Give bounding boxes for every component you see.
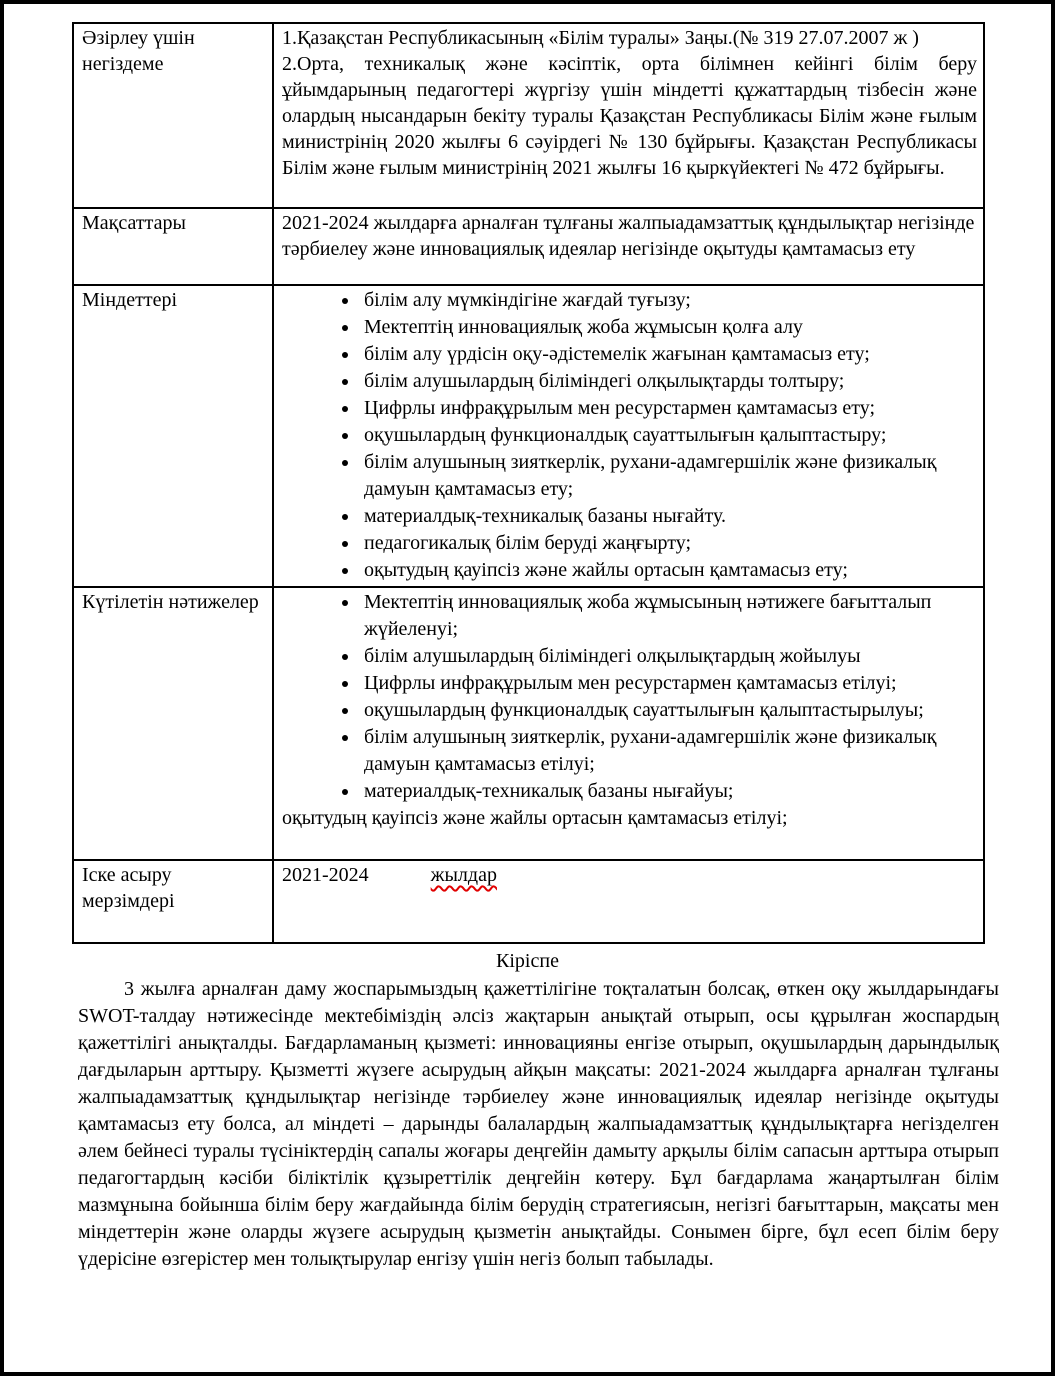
bullet-item: • Цифрлы инфрақұрылым мен ресурстармен қамтамасыз етілуі; <box>360 670 977 697</box>
row-label-text: Күтілетін нәтижелер <box>82 591 259 613</box>
row-content-timeline <box>273 860 984 943</box>
tasks-bullet-list <box>282 287 977 584</box>
basis-item-2: 2.Орта, техникалық және кәсіптік, орта білімнен кейінгі білім беру ұйымдарының педагогтері жүргізу үшін міндетті құжаттардың тізбесін және олардың нысандарын бекіту туралы Қазақстан Республикасы Білім және ғылым министрінің 2020 жылғы 6 сәуірдегі № 130 бұйрығы. Қазақстан Республикасы Білім және ғылым министрінің 2021 жылғы 16 қыркүйектегі № 472 бұйрығы. <box>282 53 977 179</box>
results-bullet-list <box>282 589 977 805</box>
timeline-word-spellcheck: жылдар <box>430 864 497 886</box>
row-label-basis <box>73 23 273 208</box>
row-label-goals <box>73 208 273 285</box>
bullet-item: • білім алу мүмкіндігіне жағдай туғызу; <box>360 287 977 314</box>
bullet-item: • оқушылардың функционалдық сауаттылығын қалыптастырылуы; <box>360 697 977 724</box>
bullet-item: • педагогикалық білім беруді жаңғырту; <box>360 530 977 557</box>
table-row-timeline <box>73 860 984 943</box>
row-label-expected-results <box>73 587 273 860</box>
bullet-item: • білім алушылардың біліміндегі олқылықтардың жойылуы <box>360 643 977 670</box>
row-label-text: Әзірлеу үшін негіздеме <box>82 27 195 75</box>
row-content-expected-results <box>273 587 984 860</box>
bullet-item: • оқушылардың функционалдық сауаттылығын қалыптастыру; <box>360 422 977 449</box>
row-content-basis <box>273 23 984 208</box>
bullet-item: • білім алушының зияткерлік, рухани-адамгершілік және физикалық дамуын қамтамасыз ету; <box>360 449 977 503</box>
intro-paragraph: 3 жылға арналған даму жоспарымыздың қажеттілігіне тоқталатын болсақ, өткен оқу жылдарындағы SWOT-талдау нәтижесінде мектебіміздің әлсіз жақтарын анықтай отырып, осы құрылған жоспардың қажеттілігі анықталды. Бағдарламаның қызметі: инновацияны енгізе отырып, оқушылардың дарындылық дағдыларын арттыру. Қызметті жүзеге асырудың айқын мақсаты: 2021-2024 жылдарға арналған тұлғаны жалпыадамзаттық құндылықтар негізінде тәрбиелеу және инновациялық идеялар негізінде оқытуды қамтамасыз ету болса, ал міндеті – дарынды балалардың жалпыадамзаттық құндылықтарға негізделген әлем бейнесі туралы түсініктердің сапалы жоғары деңгейін дамыту арқылы білім сапасын арттыра отырып педагогтардың кәсіби біліктілік құзыреттілік деңгейін көтеру. Бұл бағдарлама жаңартылған білім мазмұнына бойынша білім беру жағдайында білім берудің стратегиясын, негізгі бағыттарын, мақсаты мен міндеттерін және оларды жүзеге асырудың қызметін анықтайды. Сонымен бірге, бұл есеп білім беру үдерісіне өзгерістер мен толықтырулар енгізу үшін негіз болып табылады. <box>78 978 999 1270</box>
row-label-text: Міндеттері <box>82 289 178 311</box>
table-row-basis <box>73 23 984 208</box>
bullet-item: • Мектептің инновациялық жоба жұмысының нәтижеге бағытталып жүйеленуі; <box>360 589 977 643</box>
results-trailing-line: оқытудың қауіпсіз және жайлы ортасын қамтамасыз етілуі; <box>282 807 788 829</box>
table-row-expected-results <box>73 587 984 860</box>
basis-item-1: 1.Қазақстан Республикасының «Білім туралы» Заңы.(№ 319 27.07.2007 ж ) <box>282 27 919 49</box>
timeline-period: 2021-2024 <box>282 864 369 886</box>
bullet-item: • Мектептің инновациялық жоба жұмысын қолға алу <box>360 314 977 341</box>
row-label-text: Іске асыру мерзімдері <box>82 864 175 912</box>
bullet-item: • оқытудың қауіпсіз және жайлы ортасын қамтамасыз ету; <box>360 557 977 584</box>
row-content-tasks <box>273 285 984 587</box>
row-label-text: Мақсаттары <box>82 212 186 234</box>
bullet-item: • білім алу үрдісін оқу-әдістемелік жағынан қамтамасыз ету; <box>360 341 977 368</box>
bullet-item: • білім алушының зияткерлік, рухани-адамгершілік және физикалық дамуын қамтамасыз етілуі; <box>360 724 977 778</box>
bullet-item: • материалдық-техникалық базаны нығайту. <box>360 503 977 530</box>
row-label-tasks <box>73 285 273 587</box>
bullet-item: • материалдық-техникалық базаны нығайуы; <box>360 778 977 805</box>
row-content-goals <box>273 208 984 285</box>
intro-heading: Кіріспе <box>496 950 559 972</box>
row-label-timeline <box>73 860 273 943</box>
development-plan-table <box>72 22 985 944</box>
bullet-item: • білім алушылардың біліміндегі олқылықтарды толтыру; <box>360 368 977 395</box>
table-row-tasks <box>73 285 984 587</box>
table-row-goals <box>73 208 984 285</box>
goals-text: 2021-2024 жылдарға арналған тұлғаны жалпыадамзаттық құндылықтар негізінде тәрбиелеу және инновациялық идеялар негізінде оқытуды қамтамасыз ету <box>282 212 975 260</box>
bullet-item: • Цифрлы инфрақұрылым мен ресурстармен қамтамасыз ету; <box>360 395 977 422</box>
